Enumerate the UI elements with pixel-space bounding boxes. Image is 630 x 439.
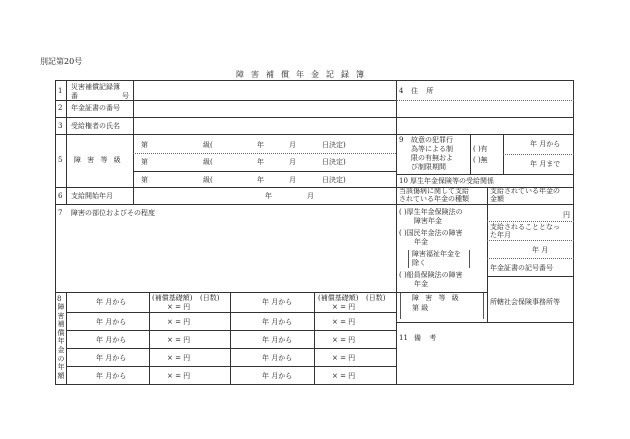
row-line bbox=[396, 134, 574, 135]
row-line bbox=[396, 174, 574, 175]
row8-hdr-month-right: 年 月から bbox=[262, 298, 293, 306]
row-dotted bbox=[487, 258, 574, 259]
pension-type-header: 当該傷病に関して支給 bbox=[399, 187, 469, 195]
row8-month: 年 月から bbox=[96, 336, 127, 344]
row8-month: 年 月から bbox=[262, 336, 293, 344]
row-line bbox=[487, 276, 574, 277]
pension-col bbox=[487, 187, 488, 322]
row-line bbox=[66, 312, 396, 313]
row8-month: 年 月から bbox=[96, 318, 127, 326]
grade-line-2-year: 年 bbox=[257, 158, 264, 166]
row9-label-d: び制限期間 bbox=[411, 163, 446, 171]
remarks-label: 備 考 bbox=[414, 334, 440, 342]
row-line bbox=[55, 117, 396, 118]
row8-calc: × = 円 bbox=[332, 354, 356, 362]
grade-line-1-year: 年 bbox=[257, 141, 264, 149]
row2-label: 年金証書の番号 bbox=[71, 104, 120, 112]
row9-num: 9 bbox=[399, 136, 404, 144]
row9-opt-no[interactable]: ( )無 bbox=[473, 156, 488, 164]
row-line bbox=[396, 322, 574, 323]
left-num-col-lower bbox=[66, 292, 67, 384]
grade-line-3-month: 月 bbox=[289, 176, 296, 184]
pension-type-3-b: 年金 bbox=[414, 280, 428, 288]
grade-line-2-level: 級( bbox=[203, 158, 213, 166]
row8-calc: × = 円 bbox=[167, 336, 191, 344]
row8-hdr-base-left: (補償基礎額) bbox=[152, 294, 193, 302]
row9-to: 年 月まで bbox=[530, 160, 561, 168]
pension-type-exclusion-b: 除く bbox=[412, 259, 426, 267]
paid-date-ym: 年 月 bbox=[532, 246, 549, 254]
row8-calc: × = 円 bbox=[167, 372, 191, 380]
row2-num: 2 bbox=[58, 104, 63, 112]
grade-line-3-level: 級( bbox=[203, 176, 213, 184]
pension-type-header-b: されている年金の種類 bbox=[399, 195, 469, 203]
row-dotted bbox=[487, 240, 574, 241]
row4-num: 4 bbox=[399, 87, 404, 95]
row-line bbox=[66, 366, 396, 367]
row-dotted bbox=[396, 100, 574, 101]
row8-calc: × = 円 bbox=[332, 372, 356, 380]
row9-from: 年 月から bbox=[530, 140, 561, 148]
pension-type-2-b: 年金 bbox=[414, 238, 428, 246]
row6-year: 年 bbox=[265, 192, 272, 200]
pension-type-3[interactable]: ( )船員保険法の障害 bbox=[399, 271, 463, 279]
grade-line-1-prefix: 第 bbox=[141, 141, 148, 149]
row1-num: 1 bbox=[58, 87, 63, 95]
row8-hdr-days-left: (日数) bbox=[200, 294, 220, 302]
row8-hdr-calc-right: × = 円 bbox=[332, 303, 356, 311]
row4-label: 住 所 bbox=[411, 87, 437, 95]
grade-line-2-month: 月 bbox=[289, 158, 296, 166]
pension-amount-header-b: 金額 bbox=[490, 195, 504, 203]
row-line bbox=[396, 117, 574, 118]
grade-line-3-year: 年 bbox=[257, 176, 264, 184]
row5-num: 5 bbox=[58, 156, 63, 164]
row-line bbox=[396, 204, 574, 205]
grade-label: 障 害 等 級 bbox=[412, 294, 461, 302]
row-dotted bbox=[133, 153, 396, 154]
row8-num: 8 bbox=[57, 295, 62, 303]
row3-num: 3 bbox=[58, 122, 63, 130]
pension-amount-header: 支給されている年金の bbox=[490, 187, 560, 195]
row8-month: 年 月から bbox=[262, 318, 293, 326]
row10-label: 厚生年金保険等の受給関係 bbox=[410, 177, 494, 185]
left-label-col bbox=[133, 80, 134, 204]
grade-line-1-day: 日決定) bbox=[322, 141, 346, 149]
table-center-divider bbox=[396, 80, 397, 384]
row8-month: 年 月から bbox=[96, 354, 127, 362]
row8-col bbox=[230, 292, 231, 384]
row8-hdr-base-right: (補償基礎額) bbox=[318, 294, 359, 302]
row-line bbox=[66, 348, 396, 349]
paid-date-label-b: た年月 bbox=[490, 231, 511, 239]
grade-no: 第 級 bbox=[412, 304, 429, 312]
left-num-col bbox=[66, 80, 67, 204]
row8-calc: × = 円 bbox=[167, 354, 191, 362]
table-border-right bbox=[573, 80, 574, 384]
row11-num: 11 bbox=[399, 334, 408, 342]
row1-label: 災害補償記録簿 bbox=[71, 83, 120, 91]
pension-type-1-b: 障害年金 bbox=[414, 217, 442, 225]
pension-type-exclusion: 障害福祉年金を bbox=[412, 250, 461, 258]
pension-type-2[interactable]: ( )国民年金法の障害 bbox=[399, 229, 463, 237]
row7-label: 障害の部位およびその程度 bbox=[71, 209, 155, 217]
row10-num: 10 bbox=[399, 177, 408, 185]
row9-opt-yes[interactable]: ( )有 bbox=[473, 145, 488, 153]
row9-label-b: 為等による制 bbox=[411, 145, 453, 153]
row9-label-c: 限の有無およ bbox=[411, 154, 453, 162]
grade-line-1-month: 月 bbox=[289, 141, 296, 149]
row5-label: 障 害 等 級 bbox=[74, 156, 123, 164]
cert-no-label: 年金証書の記号番号 bbox=[490, 264, 553, 272]
grade-line-3-day: 日決定) bbox=[322, 176, 346, 184]
row9-col bbox=[470, 134, 471, 174]
row-dotted bbox=[503, 154, 574, 155]
grade-line-2-day: 日決定) bbox=[322, 158, 346, 166]
row8-month: 年 月から bbox=[262, 354, 293, 362]
table-border-bottom bbox=[55, 384, 574, 385]
row-line bbox=[55, 134, 396, 135]
grade-line-3-prefix: 第 bbox=[141, 176, 148, 184]
row3-label: 受給権者の氏名 bbox=[71, 122, 120, 130]
row-dotted bbox=[487, 221, 574, 222]
row-line bbox=[55, 100, 396, 101]
row8-vertical-label: 障害補償年金の年額 bbox=[57, 303, 65, 380]
row-line bbox=[133, 171, 396, 172]
row8-calc: × = 円 bbox=[332, 336, 356, 344]
row6-label: 支給開始年月 bbox=[71, 192, 113, 200]
grade-line-1-level: 級( bbox=[203, 141, 213, 149]
row8-hdr-calc-left: × = 円 bbox=[167, 303, 191, 311]
row1-label-c: 号 bbox=[122, 92, 129, 100]
row-line bbox=[55, 187, 396, 188]
row8-month: 年 月から bbox=[262, 372, 293, 380]
row8-hdr-month-left: 年 月から bbox=[96, 298, 127, 306]
row6-num: 6 bbox=[58, 192, 63, 200]
pension-type-1[interactable]: ( )厚生年金保険法の bbox=[399, 208, 463, 216]
row-line bbox=[55, 204, 396, 205]
row1-label-b: 番 bbox=[71, 92, 78, 100]
pension-yen: 円 bbox=[563, 211, 570, 219]
row8-col bbox=[149, 292, 150, 384]
office-label: 所轄社会保険事務所等 bbox=[490, 298, 560, 306]
row8-col bbox=[314, 292, 315, 384]
row7-num: 7 bbox=[58, 209, 63, 217]
row8-calc: × = 円 bbox=[167, 318, 191, 326]
grade-line-2-prefix: 第 bbox=[141, 158, 148, 166]
row6-month: 月 bbox=[307, 192, 314, 200]
row8-month: 年 月から bbox=[96, 372, 127, 380]
row8-hdr-days-right: (日数) bbox=[366, 294, 386, 302]
document-title: 障害補償年金記録簿 bbox=[236, 70, 371, 79]
row8-calc: × = 円 bbox=[332, 318, 356, 326]
paid-date-label: 支給されることとなっ bbox=[490, 223, 560, 231]
row-line bbox=[66, 330, 396, 331]
row9-label: 故意の犯罪行 bbox=[411, 136, 453, 144]
form-number: 別記第20号 bbox=[40, 57, 83, 66]
row-line bbox=[55, 292, 396, 293]
